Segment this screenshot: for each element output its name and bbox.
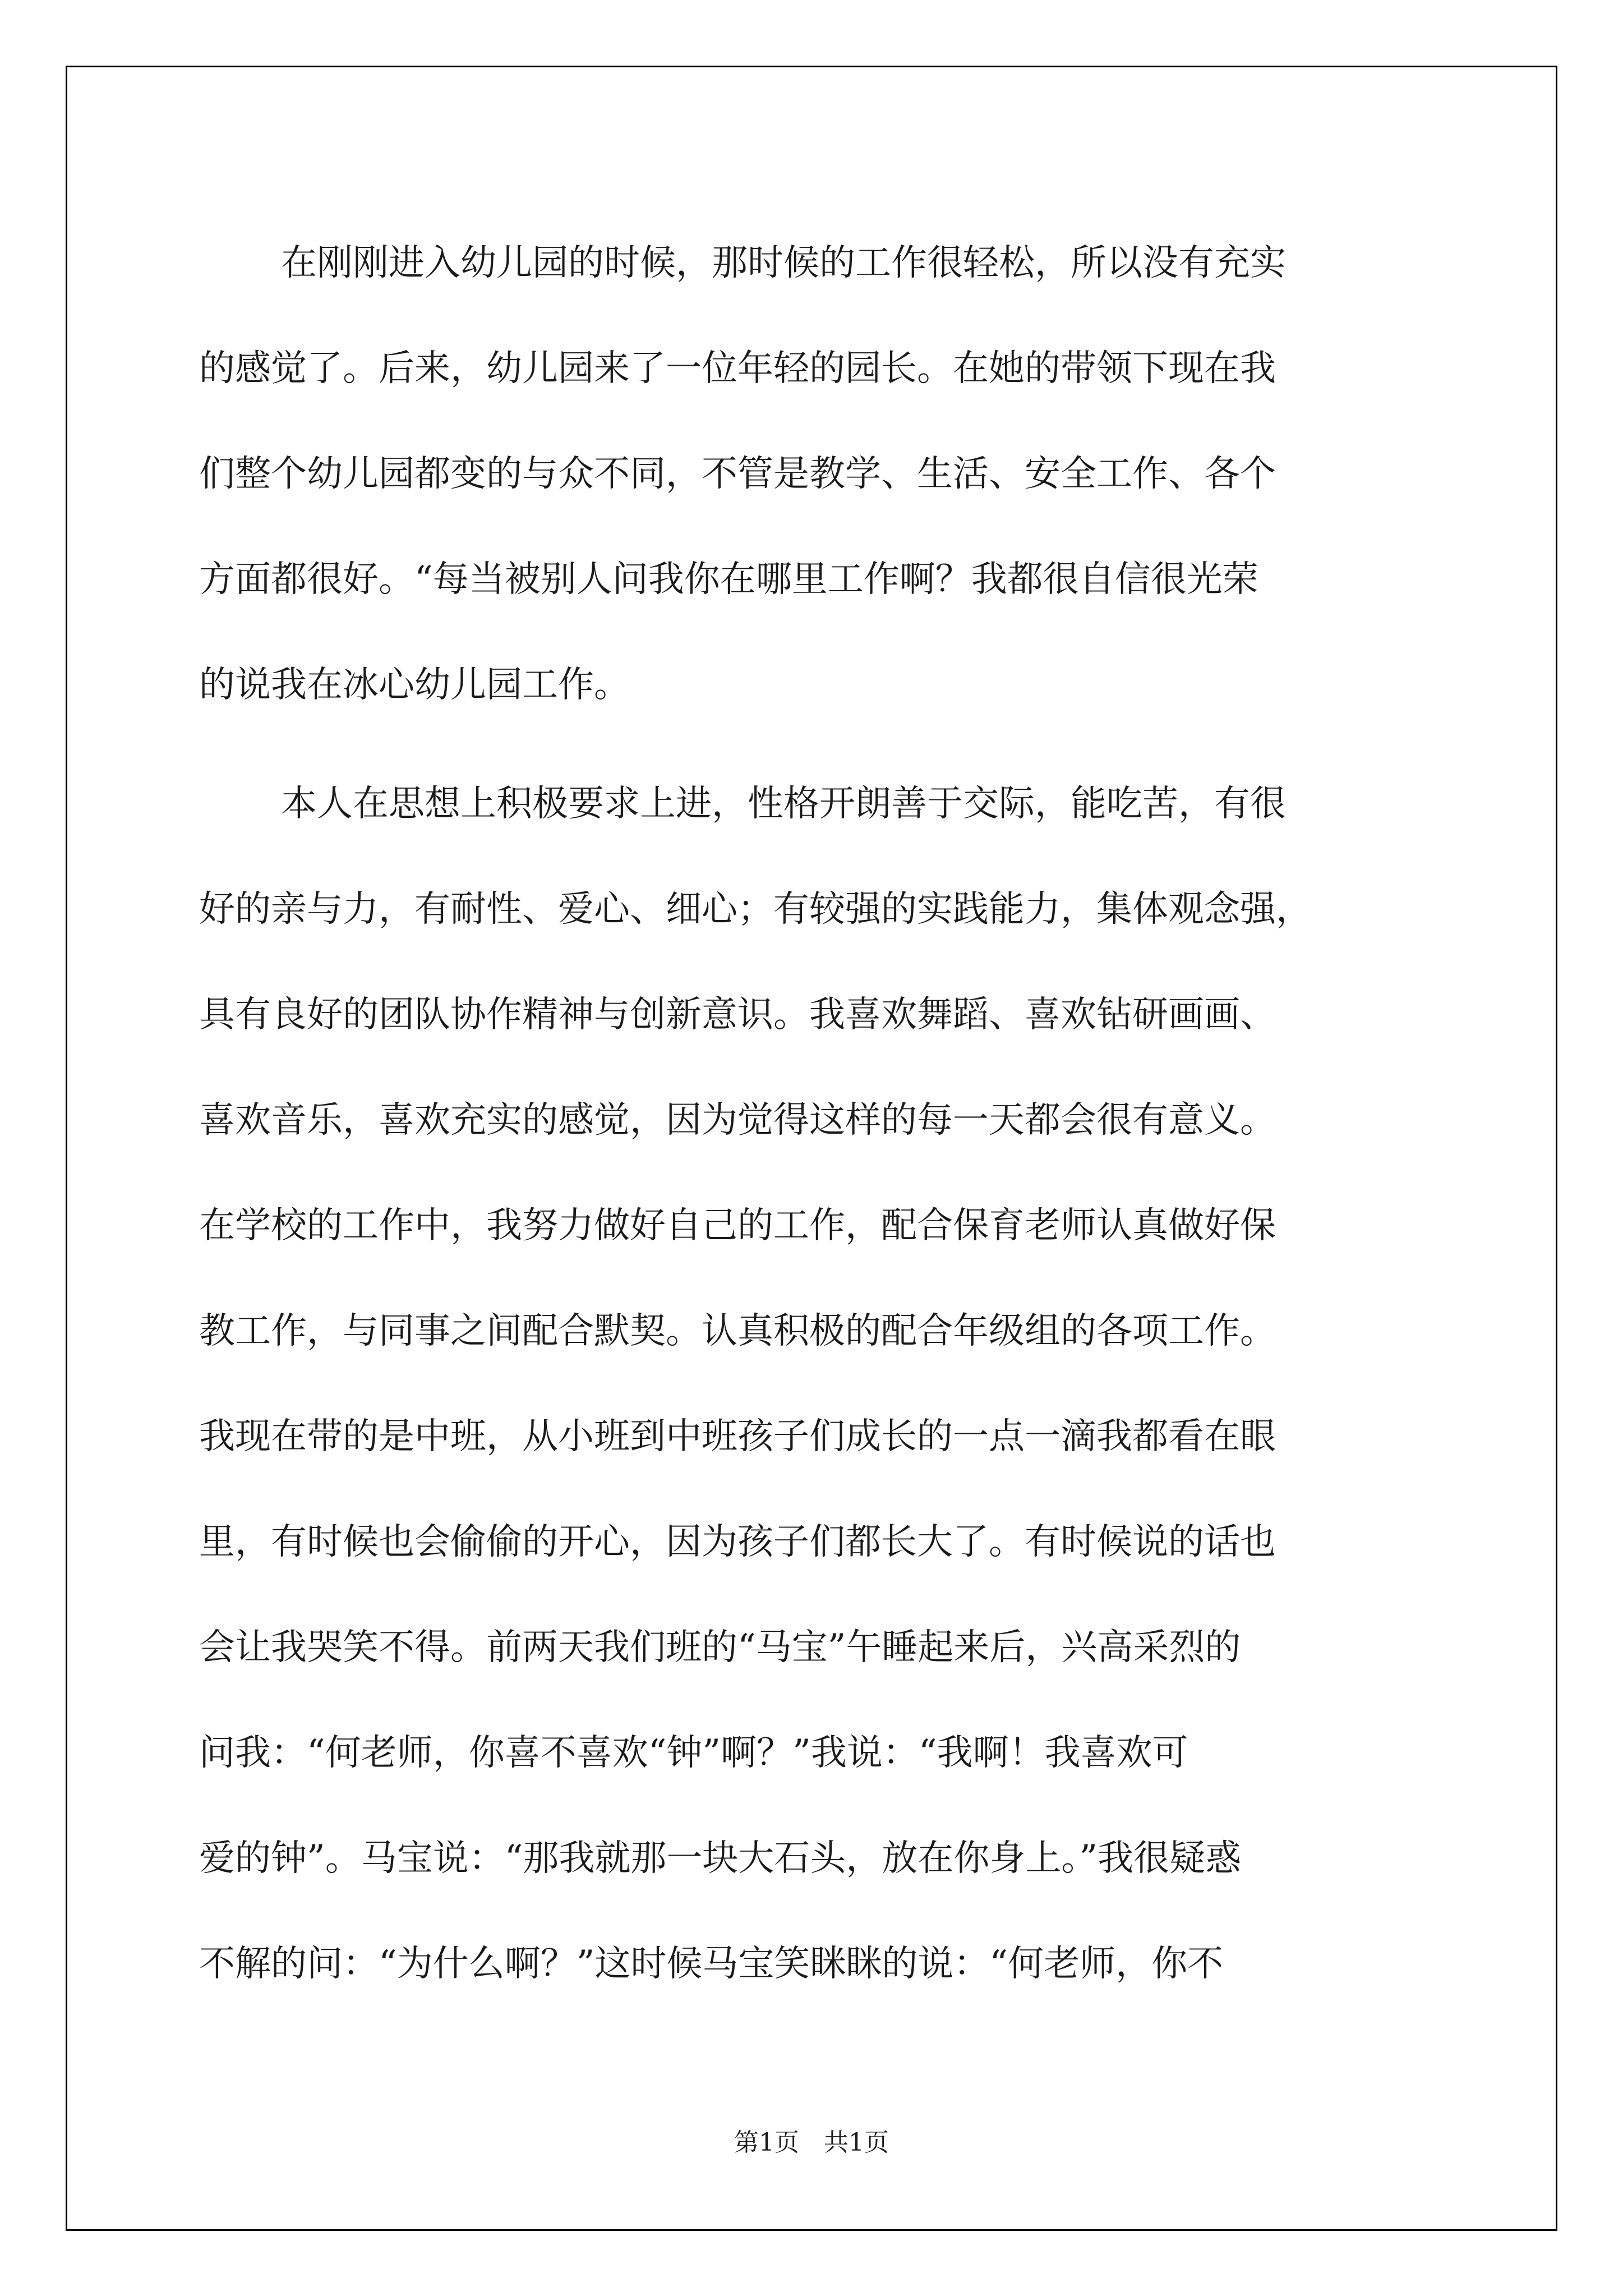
text-line: 喜欢音乐，喜欢充实的感觉，因为觉得这样的每一天都会很有意义。	[199, 1099, 1276, 1141]
text-line: 教工作，与同事之间配合默契。认真积极的配合年级组的各项工作。	[199, 1310, 1276, 1352]
text-line: 里，有时候也会偷偷的开心，因为孩子们都长大了。有时候说的话也	[199, 1521, 1276, 1563]
text-line: 方面都很好。“每当被别人问我你在哪里工作啊？我都很自信很光荣	[199, 559, 1258, 600]
text-line: 本人在思想上积极要求上进，性格开朗善于交际，能吃苦，有很	[281, 783, 1286, 825]
text-line: 具有良好的团队协作精神与创新意识。我喜欢舞蹈、喜欢钻研画画、	[199, 994, 1276, 1036]
text-line: 在刚刚进入幼儿园的时候，那时候的工作很轻松，所以没有充实	[281, 242, 1286, 284]
document-body	[199, 210, 1455, 2017]
text-line: 问我：“何老师，你喜不喜欢“钟”啊？”我说：“我啊！我喜欢可	[199, 1732, 1188, 1774]
paragraph-2	[199, 751, 1455, 2017]
text-line: 好的亲与力，有耐性、爱心、细心；有较强的实践能力，集体观念强，	[199, 889, 1312, 930]
page-number-label: 第1页 共1页	[734, 2128, 889, 2157]
text-line: 们整个幼儿园都变的与众不同，不管是教学、生活、安全工作、各个	[199, 453, 1276, 495]
text-line: 在学校的工作中，我努力做好自己的工作，配合保育老师认真做好保	[199, 1205, 1276, 1246]
paragraph-1	[199, 210, 1455, 738]
page-footer	[0, 2126, 1623, 2160]
text-line: 会让我哭笑不得。前两天我们班的“马宝”午睡起来后，兴高采烈的	[199, 1627, 1241, 1668]
text-line: 的说我在冰心幼儿园工作。	[199, 664, 630, 706]
text-line: 不解的问：“为什么啊？”这时候马宝笑眯眯的说：“何老师，你不	[199, 1943, 1224, 1985]
text-line: 爱的钟”。马宝说：“那我就那一块大石头，放在你身上。”我很疑惑	[199, 1838, 1242, 1879]
text-line: 我现在带的是中班，从小班到中班孩子们成长的一点一滴我都看在眼	[199, 1416, 1276, 1457]
text-line: 的感觉了。后来，幼儿园来了一位年轻的园长。在她的带领下现在我	[199, 348, 1276, 389]
